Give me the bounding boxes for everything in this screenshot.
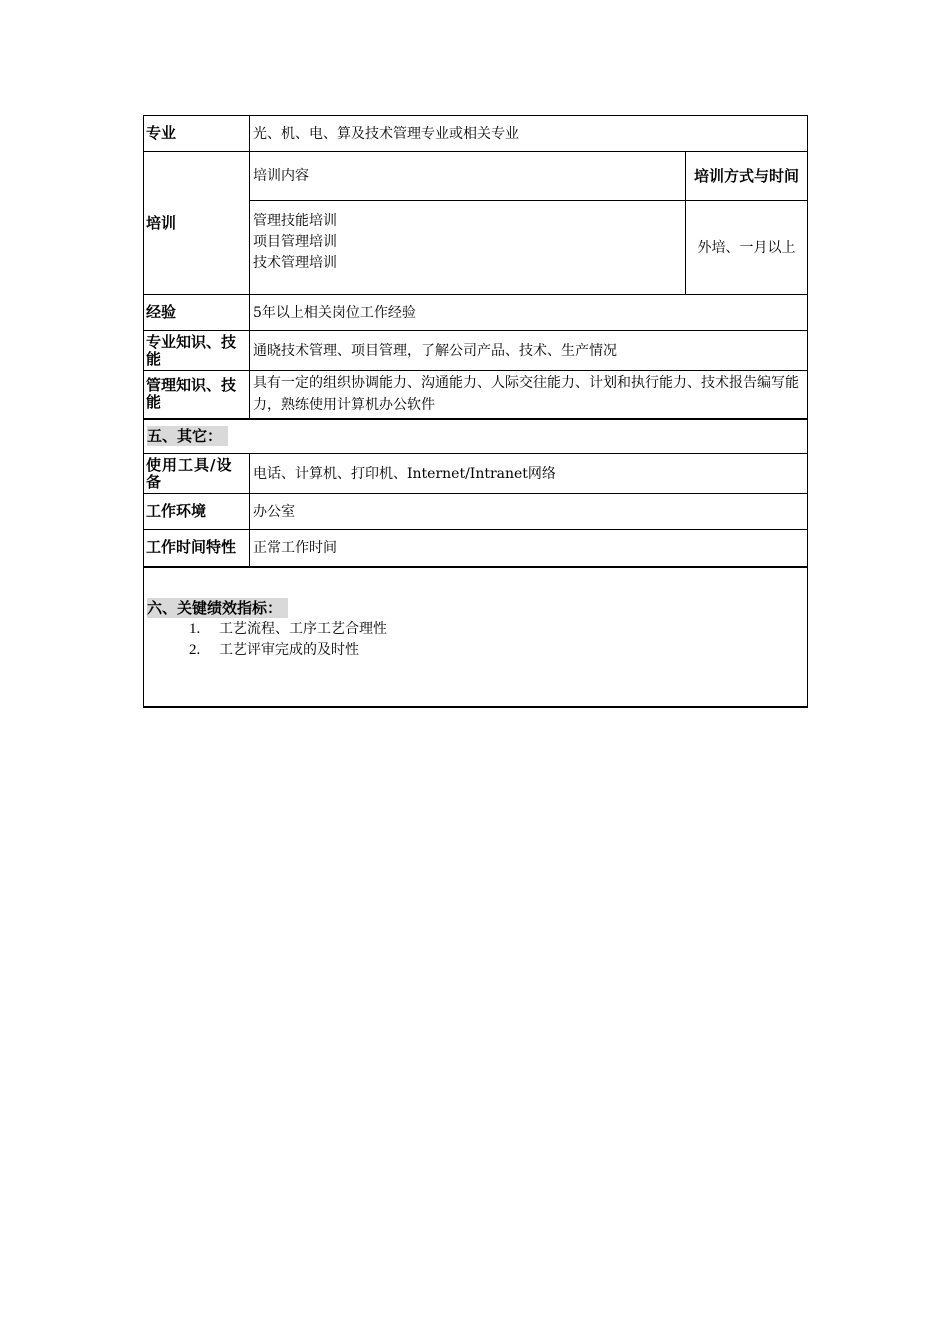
professional-skills-label: 专业知识、技能 <box>144 331 250 371</box>
row-work-time <box>144 530 808 567</box>
management-skills-value: 具有一定的组织协调能力、沟通能力、人际交往能力、计划和执行能力、技术报告编写能力，熟练使用计算机办公软件 <box>250 371 808 419</box>
section6-cell <box>144 567 808 707</box>
row-tools <box>144 454 808 494</box>
work-time-value: 正常工作时间 <box>250 530 808 567</box>
tools-value: 电话、计算机、打印机、Internet/Intranet网络 <box>250 454 808 494</box>
training-method-value: 外培、一月以上 <box>686 201 808 295</box>
training-item: 技术管理培训 <box>253 255 337 271</box>
row-experience <box>144 295 808 331</box>
row-training-header <box>144 152 808 201</box>
training-label: 培训 <box>144 152 250 295</box>
kpi-item-text: 工艺评审完成的及时性 <box>219 641 359 658</box>
training-method-header: 培训方式与时间 <box>686 152 808 201</box>
row-section6 <box>144 567 808 707</box>
work-time-label: 工作时间特性 <box>144 530 250 567</box>
experience-value: 5年以上相关岗位工作经验 <box>250 295 808 331</box>
row-major <box>144 116 808 152</box>
requirements-table <box>143 115 808 708</box>
management-skills-label: 管理知识、技能 <box>144 371 250 419</box>
professional-skills-value: 通晓技术管理、项目管理，了解公司产品、技术、生产情况 <box>250 331 808 371</box>
kpi-item-number: 1. <box>189 620 201 637</box>
section5-title-cell <box>144 419 808 454</box>
training-items <box>250 201 686 295</box>
section6-title: 六、关键绩效指标： <box>147 598 288 618</box>
kpi-item <box>147 619 804 640</box>
job-description-sheet <box>143 115 807 708</box>
environment-label: 工作环境 <box>144 494 250 530</box>
section5-title: 五、其它： <box>147 426 228 446</box>
section6-title-line <box>147 598 804 619</box>
experience-label: 经验 <box>144 295 250 331</box>
kpi-item <box>147 640 804 661</box>
training-content-header: 培训内容 <box>250 152 686 201</box>
major-label: 专业 <box>144 116 250 152</box>
kpi-item-text: 工艺流程、工序工艺合理性 <box>219 620 387 637</box>
major-value: 光、机、电、算及技术管理专业或相关专业 <box>250 116 808 152</box>
row-environment <box>144 494 808 530</box>
tools-label: 使用工具/设备 <box>144 454 250 494</box>
row-section5-title <box>144 419 808 454</box>
row-management-skills <box>144 371 808 419</box>
training-item: 项目管理培训 <box>253 234 337 250</box>
training-item: 管理技能培训 <box>253 213 337 229</box>
kpi-item-number: 2. <box>189 641 201 658</box>
row-professional-skills <box>144 331 808 371</box>
environment-value: 办公室 <box>250 494 808 530</box>
